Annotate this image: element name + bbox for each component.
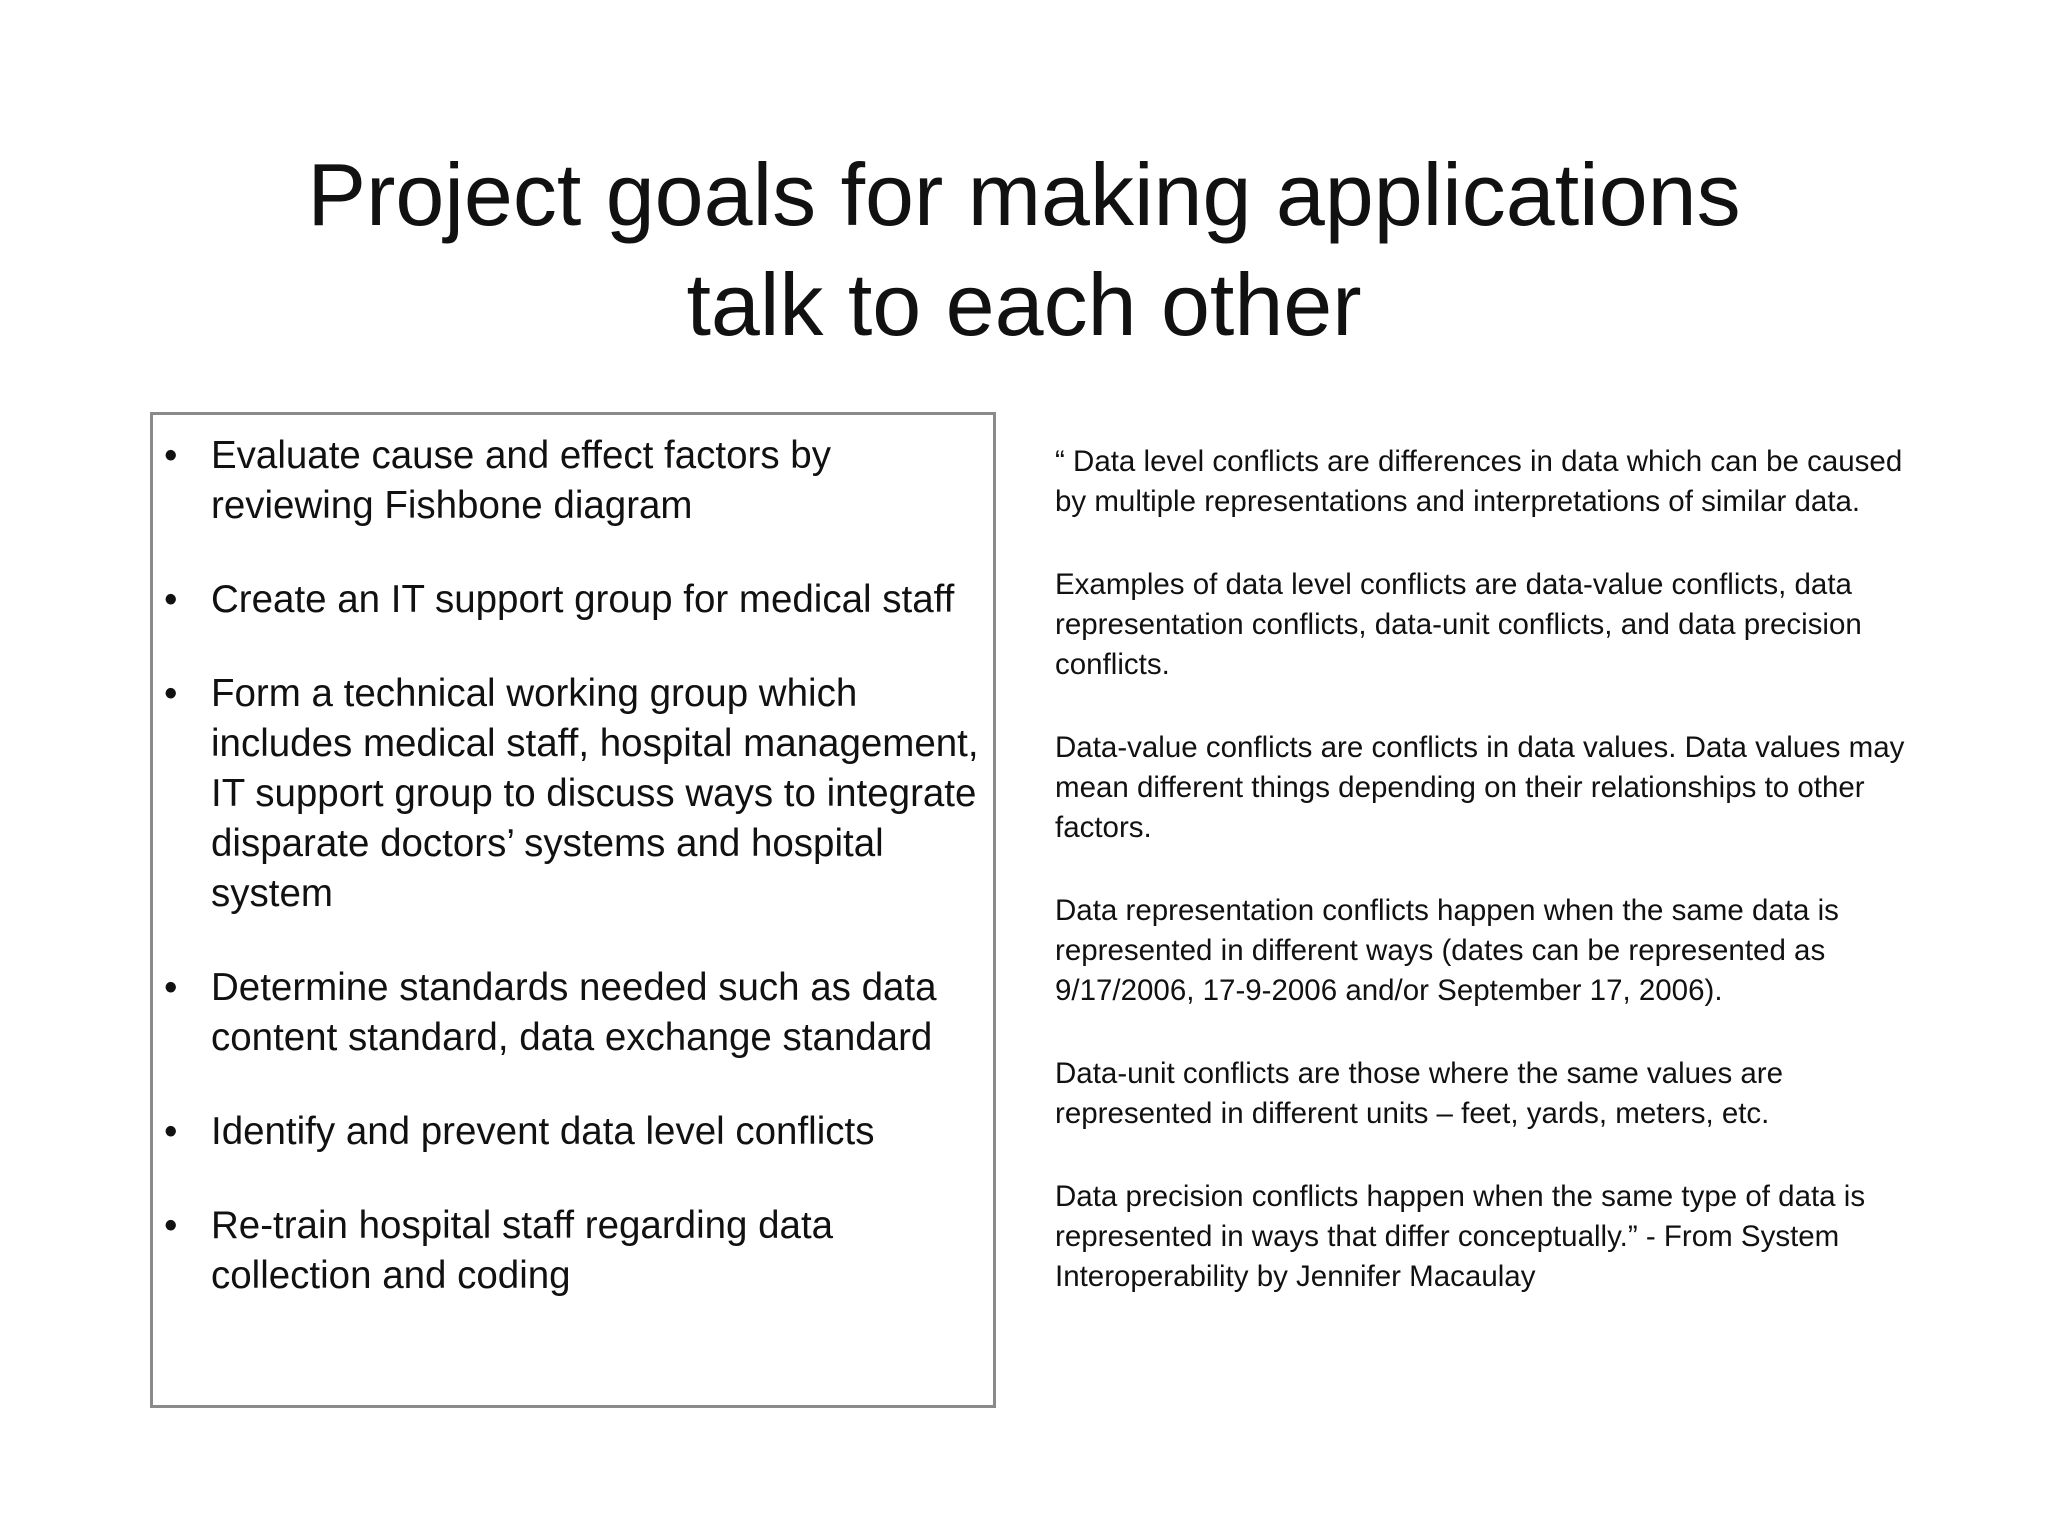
quote-paragraph: Data precision conflicts happen when the same type of data is represented in ways that differ conceptually.” - From System Interoperability by Jennifer Macaulay — [1055, 1180, 1866, 1293]
goals-box — [150, 412, 996, 1408]
goal-item — [153, 669, 993, 919]
quote-paragraph: Data-unit conflicts are those where the same values are represented in different units – feet, yards, meters, etc. — [1055, 1057, 1784, 1130]
bullet-icon: • — [164, 1204, 178, 1247]
goal-item — [153, 431, 993, 531]
goal-item — [153, 963, 993, 1063]
goal-text: Re-train hospital staff regarding data collection and coding — [211, 1204, 834, 1297]
bullet-icon: • — [164, 434, 178, 477]
goal-text: Form a technical working group which includes medical staff, hospital management, IT support group to discuss ways to integrate disparate doctors’ systems and hospital system — [211, 672, 979, 915]
goal-item — [153, 1107, 993, 1157]
slide-title-line-1: Project goals for making applications — [307, 145, 1741, 244]
slide-title — [0, 140, 2048, 360]
bullet-icon: • — [164, 1110, 178, 1153]
quote-paragraph: Examples of data level conflicts are data-value conflicts, data representation conflicts, data-unit conflicts, and data precision conflicts. — [1055, 568, 1862, 681]
quote-block — [1055, 442, 1935, 1340]
quote-paragraph: “ Data level conflicts are differences in data which can be caused by multiple representations and interpretations of similar data. — [1055, 445, 1903, 518]
bullet-icon: • — [164, 578, 178, 621]
bullet-icon: • — [164, 672, 178, 715]
goals-list — [153, 431, 993, 1345]
bullet-icon: • — [164, 966, 178, 1009]
slide-title-line-2: talk to each other — [686, 255, 1362, 354]
quote-paragraph: Data representation conflicts happen when the same data is represented in different ways (dates can be represented as 9/17/2006, 17-9-2006 and/or September 17, 2006). — [1055, 894, 1839, 1007]
goal-item — [153, 1201, 993, 1301]
goal-text: Evaluate cause and effect factors by reviewing Fishbone diagram — [211, 434, 831, 527]
goal-item — [153, 575, 993, 625]
quote-paragraph: Data-value conflicts are conflicts in data values. Data values may mean different things depending on their relationships to other factors. — [1055, 731, 1905, 844]
goal-text: Create an IT support group for medical staff — [211, 578, 955, 621]
goal-text: Identify and prevent data level conflicts — [211, 1110, 875, 1153]
goal-text: Determine standards needed such as data content standard, data exchange standard — [211, 966, 937, 1059]
